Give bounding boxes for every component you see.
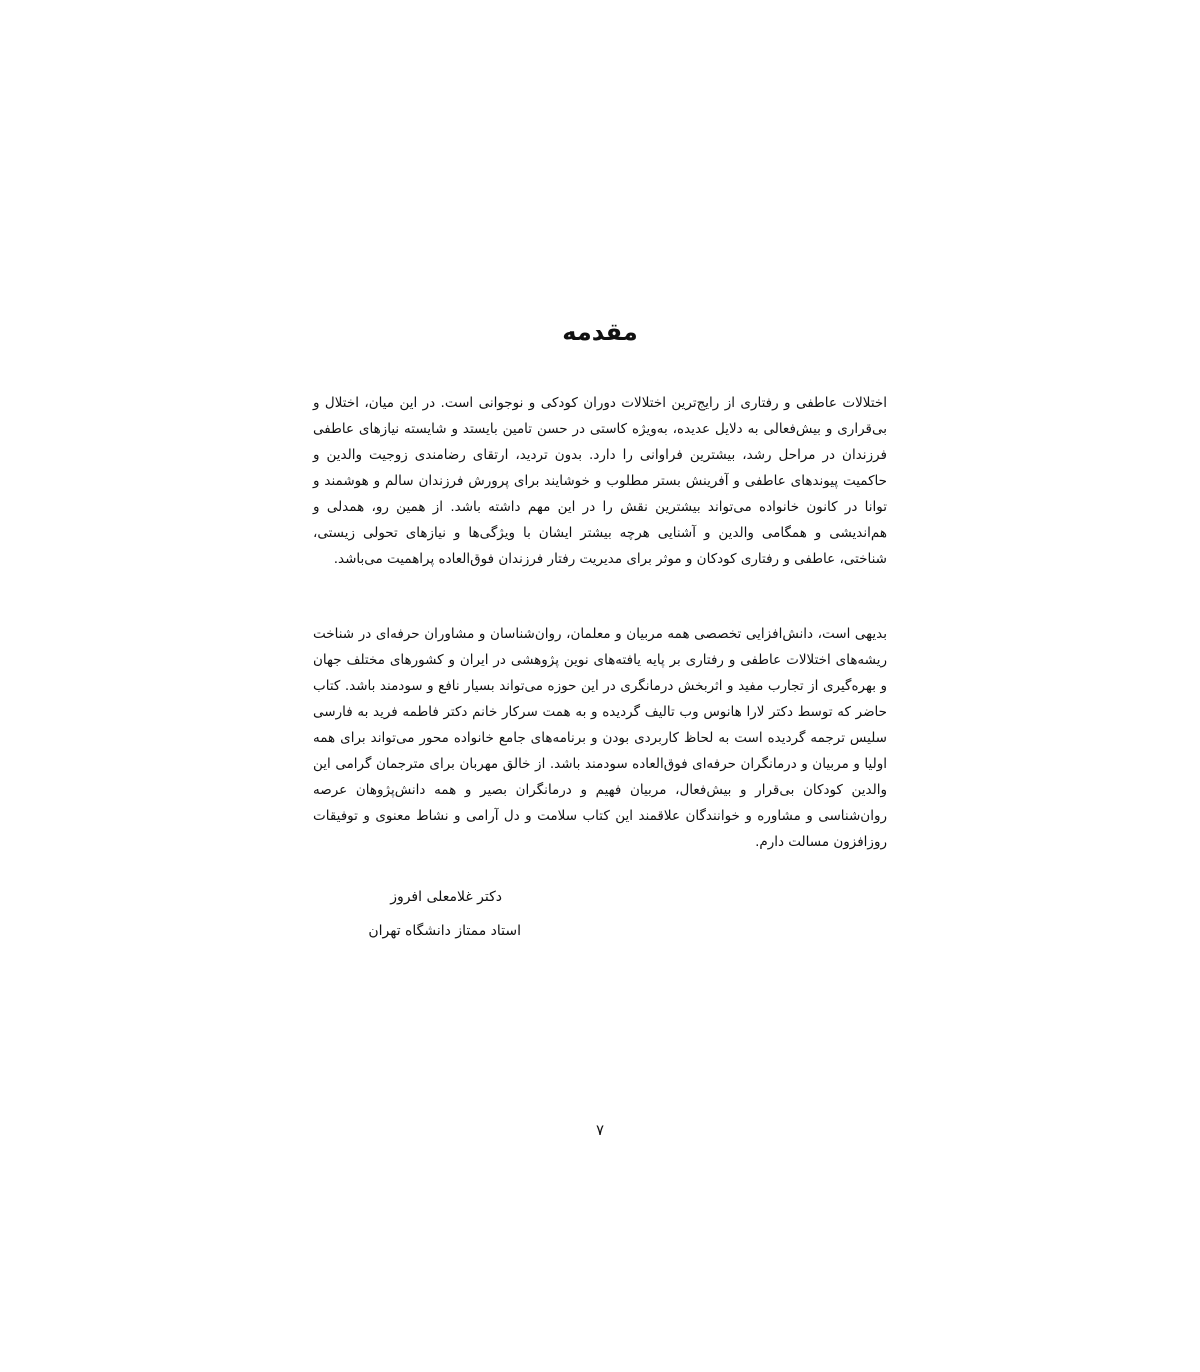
author-position: استاد ممتاز دانشگاه تهران: [368, 923, 521, 939]
author-name: دکتر غلامعلی افروز: [390, 889, 502, 905]
paragraph-1: اختلالات عاطفی و رفتاری از رایج‌ترین اختلالات دوران کودکی و نوجوانی است. در این میان، اختلال و بی‌قراری و بیش‌فعالی به دلایل عدیده، به‌ویژه کاستی در حسن تامین بایستد و شایسته نیازهای عاطفی فرزندان در مراحل رشد، بیشترین فراوانی را دارد. بدون تردید، ارتقای رضامندی زوجیت والدین و حاکمیت پیوندهای عاطفی و آفرینش بستر مطلوب و خوشایند برای پرورش فرزندان سالم و هوشمند و توانا در کانون خانواده می‌تواند بیشترین نقش را در این مهم داشته باشد. از همین رو، همدلی و هم‌اندیشی و همگامی والدین و آشنایی هرچه بیشتر ایشان با ویژگی‌ها و نیازهای تحولی زیستی، شناختی، عاطفی و رفتاری کودکان و موثر برای مدیریت رفتار فرزندان فوق‌العاده پراهمیت می‌باشد.: [313, 395, 887, 567]
paragraph-2: بدیهی است، دانش‌افزایی تخصصی همه مربیان و معلمان، روان‌شناسان و مشاوران حرفه‌ای در شناخت ریشه‌های اختلالات عاطفی و رفتاری بر پایه یافته‌های نوین پژوهشی در ایران و کشورهای مختلف جهان و بهره‌گیری از تجارب مفید و اثربخش درمانگری در این حوزه می‌تواند بسیار نافع و سودمند باشد. کتاب حاضر که توسط دکتر لارا هانوس وب تالیف گردیده و به همت سرکار خانم دکتر فاطمه فرید به فارسی سلیس ترجمه گردیده است به لحاظ کاربردی بودن و برنامه‌های جامع خانواده محور می‌تواند برای همه اولیا و مربیان و درمانگران حرفه‌ای فوق‌العاده سودمند باشد. از خالق مهربان برای مترجمان گرامی این والدین کودکان بی‌قرار و بیش‌فعال، مربیان فهیم و درمانگران بصیر و همه دانش‌پژوهان عرصه روان‌شناسی و مشاوره و خوانندگان علاقمند این کتاب سلامت و دل آرامی و نشاط معنوی و توفیقات روزافزون مسالت دارم.: [313, 626, 887, 850]
page-number: ۷: [595, 1121, 605, 1139]
page-title: مقدمه: [562, 318, 638, 346]
